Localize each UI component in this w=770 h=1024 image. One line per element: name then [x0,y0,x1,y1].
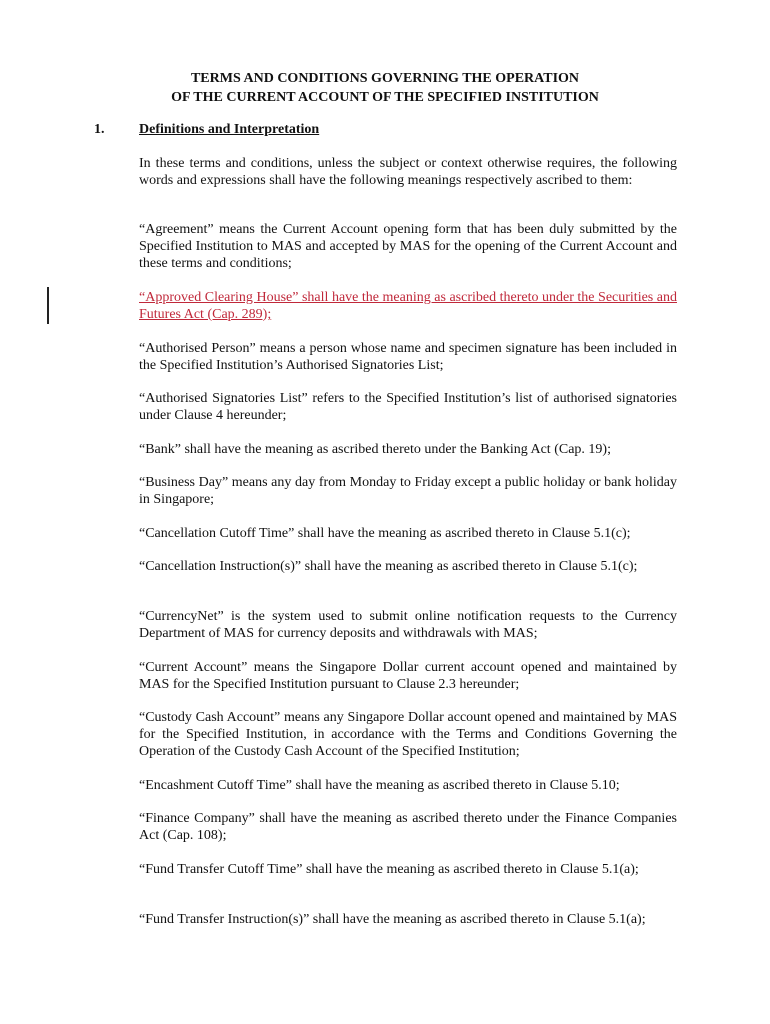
definition-business-day: “Business Day” means any day from Monday to Friday except a public holiday or bank holiday in Singapore; [139,475,677,507]
definition-fund-transfer-cutoff-time: “Fund Transfer Cutoff Time” shall have the meaning as ascribed thereto in Clause 5.1(a); [139,862,639,877]
definition-encashment-cutoff-time: “Encashment Cutoff Time” shall have the meaning as ascribed thereto in Clause 5.10; [139,778,620,793]
definition-finance-company: “Finance Company” shall have the meaning as ascribed thereto under the Finance Companies Act (Cap. 108); [139,811,677,843]
definition-agreement: “Agreement” means the Current Account opening form that has been duly submitted by the Specified Institution to MAS and accepted by MAS for the opening of the Current Account and these terms and conditions; [139,222,677,271]
definition-currencynet: “CurrencyNet” is the system used to submit online notification requests to the Currency Department of MAS for currency deposits and withdrawals with MAS; [139,609,677,641]
definition-custody-cash-account: “Custody Cash Account” means any Singapore Dollar account opened and maintained by MAS for the Specified Institution, in accordance with the Terms and Conditions Governing the Operation of the Custody Cash Account of the Specified Institution; [139,710,677,759]
definition-fund-transfer-instructions: “Fund Transfer Instruction(s)” shall have the meaning as ascribed thereto in Clause 5.1(a); [139,912,646,927]
revision-change-bar [47,287,49,324]
definition-authorised-person: “Authorised Person” means a person whose name and specimen signature has been included in the Specified Institution’s Authorised Signatories List; [139,341,677,373]
definition-cancellation-cutoff-time: “Cancellation Cutoff Time” shall have the meaning as ascribed thereto in Clause 5.1(c); [139,526,631,541]
document-title [0,69,770,107]
definition-cancellation-instructions: “Cancellation Instruction(s)” shall have the meaning as ascribed thereto in Clause 5.1(c); [139,559,638,574]
title-line-1: TERMS AND CONDITIONS GOVERNING THE OPERATION [190,71,580,86]
section-number: 1. [94,122,105,137]
definition-approved-clearing-house: “Approved Clearing House” shall have the meaning as ascribed thereto under the Securities and Futures Act (Cap. 289); [139,290,677,322]
definition-authorised-signatories-list: “Authorised Signatories List” refers to the Specified Institution’s list of authorised signatories under Clause 4 hereunder; [139,391,677,423]
intro-paragraph: In these terms and conditions, unless the subject or context otherwise requires, the following words and expressions shall have the following meanings respectively ascribed to them: [139,156,677,188]
title-line-2: OF THE CURRENT ACCOUNT OF THE SPECIFIED INSTITUTION [171,90,599,105]
definition-bank: “Bank” shall have the meaning as ascribed thereto under the Banking Act (Cap. 19); [139,442,611,457]
section-title: Definitions and Interpretation [139,122,320,137]
definition-current-account: “Current Account” means the Singapore Dollar current account opened and maintained by MAS for the Specified Institution pursuant to Clause 2.3 hereunder; [139,660,677,692]
